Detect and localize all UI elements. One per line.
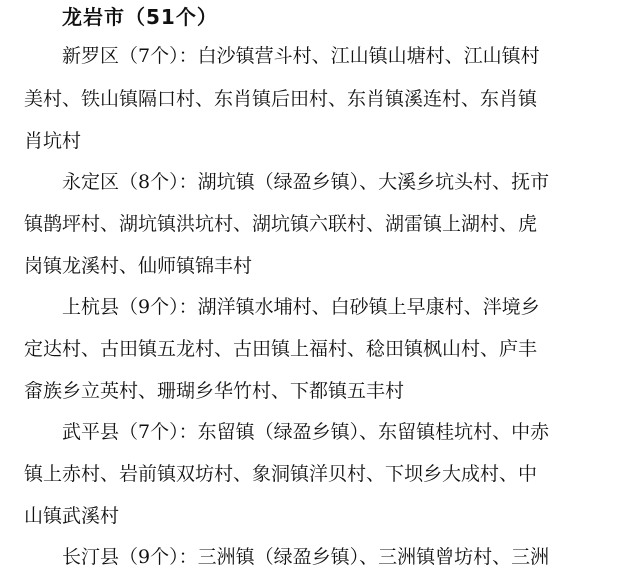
county-wuping-line-2: 镇上赤村、岩前镇双坊村、象洞镇洋贝村、下坝乡大成村、中 — [24, 463, 538, 485]
city-heading: 龙岩市（51个） — [62, 5, 218, 29]
district-yongding-line-1: 永定区（8个）：湖坑镇（绿盈乡镇）、大溪乡坑头村、抚市 — [62, 171, 550, 193]
district-yongding-line-2: 镇鹊坪村、湖坑镇洪坑村、湖坑镇六联村、湖雷镇上湖村、虎 — [24, 213, 538, 235]
county-shanghang-line-1: 上杭县（9个）：湖洋镇水埔村、白砂镇上早康村、泮境乡 — [62, 296, 540, 318]
district-xinluo-line-3: 肖坑村 — [24, 130, 82, 152]
county-changting-line-1: 长汀县（9个）：三洲镇（绿盈乡镇）、三洲镇曾坊村、三洲 — [62, 546, 550, 568]
district-xinluo-line-1: 新罗区（7个）：白沙镇营斗村、江山镇山塘村、江山镇村 — [62, 45, 540, 67]
county-shanghang-line-3: 畲族乡立英村、珊瑚乡华竹村、下都镇五丰村 — [24, 380, 405, 402]
district-yongding-line-3: 岗镇龙溪村、仙师镇锦丰村 — [24, 255, 253, 277]
county-shanghang-line-2: 定达村、古田镇五龙村、古田镇上福村、稔田镇枫山村、庐丰 — [24, 338, 538, 360]
county-wuping-line-3: 山镇武溪村 — [24, 505, 120, 527]
district-xinluo-line-2: 美村、铁山镇隔口村、东肖镇后田村、东肖镇溪连村、东肖镇 — [24, 88, 538, 110]
county-wuping-line-1: 武平县（7个）：东留镇（绿盈乡镇）、东留镇桂坑村、中赤 — [62, 421, 550, 443]
